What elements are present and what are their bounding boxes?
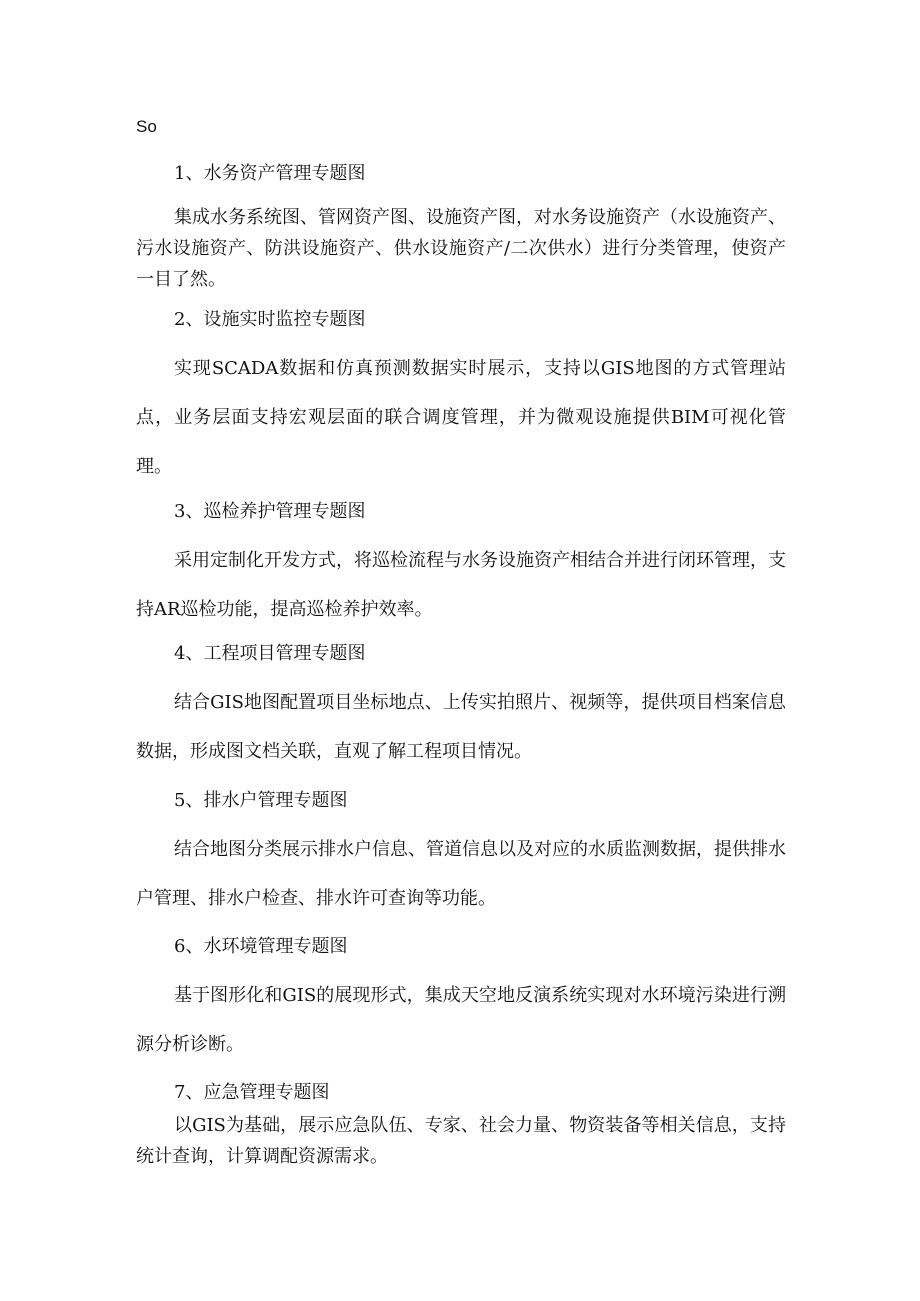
section-4-heading: 4、工程项目管理专题图 bbox=[174, 643, 366, 664]
section-3-heading: 3、巡检养护管理专题图 bbox=[174, 501, 366, 522]
section-1-heading: 1、水务资产管理专题图 bbox=[174, 163, 366, 184]
section-2-heading: 2、设施实时监控专题图 bbox=[174, 309, 366, 330]
section-5-heading: 5、排水户管理专题图 bbox=[174, 790, 348, 811]
section-1-paragraph: 集成水务系统图、管网资产图、设施资产图，对水务设施资产（水设施资产、污水设施资产、防洪设施资产、供水设施资产/二次供水）进行分类管理，使资产一目了然。 bbox=[136, 207, 786, 290]
section-7-heading: 7、应急管理专题图 bbox=[174, 1082, 330, 1103]
lead-text: So bbox=[136, 117, 157, 136]
section-5-paragraph: 结合地图分类展示排水户信息、管道信息以及对应的水质监测数据，提供排水户管理、排水户检查、排水许可查询等功能。 bbox=[136, 839, 786, 909]
section-6-paragraph: 基于图形化和GIS的展现形式，集成天空地反演系统实现对水环境污染进行溯源分析诊断。 bbox=[136, 985, 786, 1055]
section-3-paragraph: 采用定制化开发方式，将巡检流程与水务设施资产相结合并进行闭环管理，支持AR巡检功能，提高巡检养护效率。 bbox=[136, 550, 786, 620]
section-7-paragraph: 以GIS为基础，展示应急队伍、专家、社会力量、物资装备等相关信息，支持统计查询，计算调配资源需求。 bbox=[136, 1115, 786, 1167]
section-4-paragraph: 结合GIS地图配置项目坐标地点、上传实拍照片、视频等，提供项目档案信息数据，形成图文档关联，直观了解工程项目情况。 bbox=[136, 692, 786, 762]
section-6-heading: 6、水环境管理专题图 bbox=[174, 936, 348, 957]
section-2-paragraph: 实现SCADA数据和仿真预测数据实时展示，支持以GIS地图的方式管理站点，业务层面支持宏观层面的联合调度管理，并为微观设施提供BIM可视化管理。 bbox=[136, 358, 786, 477]
